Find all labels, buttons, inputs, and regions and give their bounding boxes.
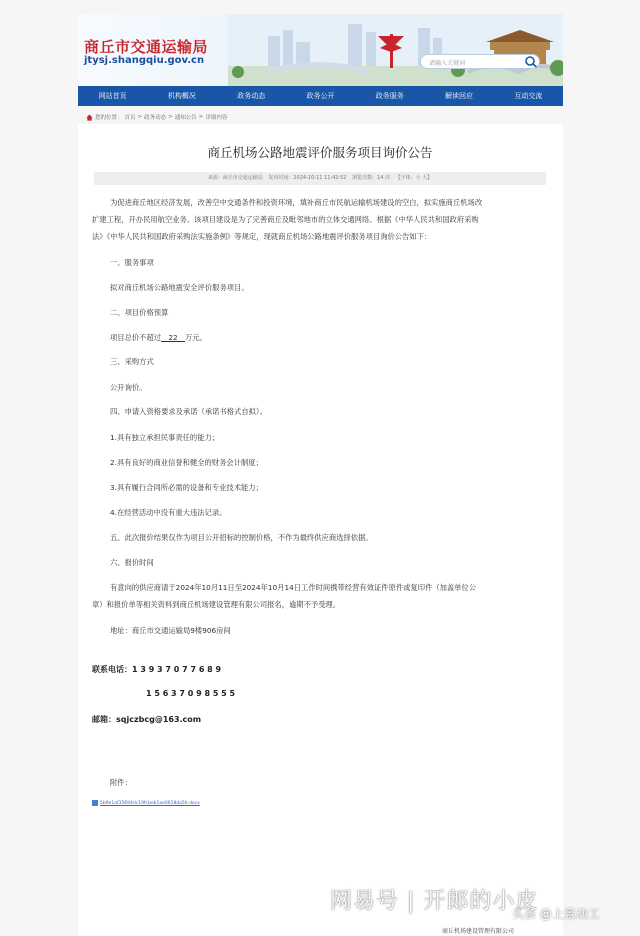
header-banner (78, 14, 563, 86)
section-heading: 四、申请入资格要求及承诺（承诺书格式自拟）。 (110, 407, 267, 416)
nav-home[interactable]: 网站首页 (98, 92, 127, 100)
section-heading: 六、报价时间 (110, 558, 154, 567)
file-icon (92, 800, 98, 806)
quote-line-1: 有意向的供应商请于2024年10月11日至2024年10月14日工作时间携带经营有效证件原件或复印件（加盖单位公 (110, 583, 477, 592)
meta-views: 浏览次数：14 次 (352, 175, 391, 181)
skyline-illustration (228, 14, 563, 86)
watermark-sub: 头条 @上景动工 (512, 907, 600, 921)
breadcrumb (86, 113, 227, 121)
section-heading: 三、采购方式 (110, 357, 154, 366)
phone-row (92, 664, 221, 675)
address: 地址：商丘市交通运输局9楼906房间 (110, 626, 231, 635)
email: 邮箱：sqjczbcg@163.com (92, 715, 202, 724)
section-heading: 一、服务事项 (110, 258, 154, 267)
content-panel (78, 124, 563, 936)
watermark: 网易号 | 开郎的小皮 (330, 889, 539, 914)
budget-line (110, 333, 207, 343)
section-heading: 二、项目价格预算 (110, 308, 169, 317)
section-body: 拟对商丘机场公路地震安全评价服务项目。 (110, 283, 249, 292)
budget-amount: 22 (161, 333, 185, 342)
page-title: 商丘机场公路地震评价服务项目询价公告 (207, 145, 433, 160)
home-icon (86, 114, 93, 121)
section-body: 公开询价。 (110, 383, 147, 392)
nav-services[interactable]: 政务服务 (375, 92, 404, 100)
quote-line-2: 章）和报价单等相关资料到商丘机场建设管理有限公司报名，逾期不予受理。 (92, 600, 341, 609)
breadcrumb-news[interactable]: 政务动态 (144, 115, 167, 121)
nav-open-gov[interactable]: 政务公开 (306, 92, 335, 100)
budget-prefix: 项目总价不超过 (110, 333, 162, 342)
requirement-item: 1.具有独立承担民事责任的能力； (110, 433, 220, 442)
phone-number-2: 1 5 6 3 7 0 9 8 5 5 5 (146, 689, 236, 698)
site-logo-url[interactable]: jtysj.shangqiu.gov.cn (84, 55, 205, 66)
breadcrumb-sep: > (198, 114, 204, 120)
attachment-label: 附件： (110, 778, 132, 787)
breadcrumb-sep: > (168, 114, 173, 120)
font-size-toggle[interactable]: 【字体：小 大】 (395, 175, 433, 181)
meta-time: 发布时间：2024-10-11 11:42:52 (268, 175, 347, 181)
requirement-item: 3.具有履行合同所必需的设备和专业技术能力； (110, 483, 263, 492)
nav-news[interactable]: 政务动态 (237, 92, 266, 100)
nav-org[interactable]: 机构概况 (167, 92, 196, 100)
nav-interact[interactable]: 互动交流 (514, 92, 543, 100)
requirement-item: 4.在经营活动中没有重大违法记录。 (110, 508, 227, 517)
meta-source: 来源：商丘市交通运输局 (207, 175, 263, 181)
breadcrumb-sep: > (137, 114, 143, 120)
intro-line-1: 为促进商丘地区经济发展，改善空中交通条件和投资环境，填补商丘市民航运输机场建设的空白，拟实施商丘机场改 (110, 198, 483, 207)
breadcrumb-detail: 详细内容 (205, 115, 228, 121)
attachment-filename[interactable]: 5b9e1af35694dc19fcbeb1ae0618da5b.docx (100, 800, 200, 806)
intro-line-3: 法》《中华人民共和国政府采购法实施条例》等规定，现就商丘机场公路地震评价服务项目询价公告如下： (92, 232, 432, 241)
requirement-item: 2.具有良好的商业信誉和健全的财务会计制度； (110, 458, 263, 467)
section-heading: 五、此次报价结果仅作为项目公开招标的控制价格，不作为最终供应商选择依据。 (110, 533, 373, 542)
article-meta (94, 172, 546, 185)
breadcrumb-home[interactable]: 首页 (124, 115, 136, 121)
nav-interpret[interactable]: 解读回应 (445, 92, 474, 100)
breadcrumb-notice[interactable]: 通知公告 (174, 115, 197, 121)
search-input[interactable]: 请输入关键词 (420, 54, 540, 69)
phone-number-1: 1 3 9 3 7 0 7 7 6 8 9 (132, 665, 222, 674)
intro-line-2: 扩建工程，开办民用航空业务。该项目建设是为了完善商丘及毗邻地市的立体交通网络。根据《中华人民共和国政府采购 (92, 215, 479, 224)
main-nav (78, 86, 563, 106)
site-logo-cn[interactable]: 商丘市交通运输局 (84, 38, 209, 56)
budget-suffix: 万元。 (184, 333, 207, 342)
footer-company: 商丘机场建设管理有限公司 (442, 928, 515, 935)
attachment-link[interactable] (92, 800, 200, 806)
search-icon[interactable] (524, 55, 538, 68)
phone-label: 联系电话： (92, 665, 132, 674)
breadcrumb-prefix: 您的位置： (95, 115, 123, 121)
